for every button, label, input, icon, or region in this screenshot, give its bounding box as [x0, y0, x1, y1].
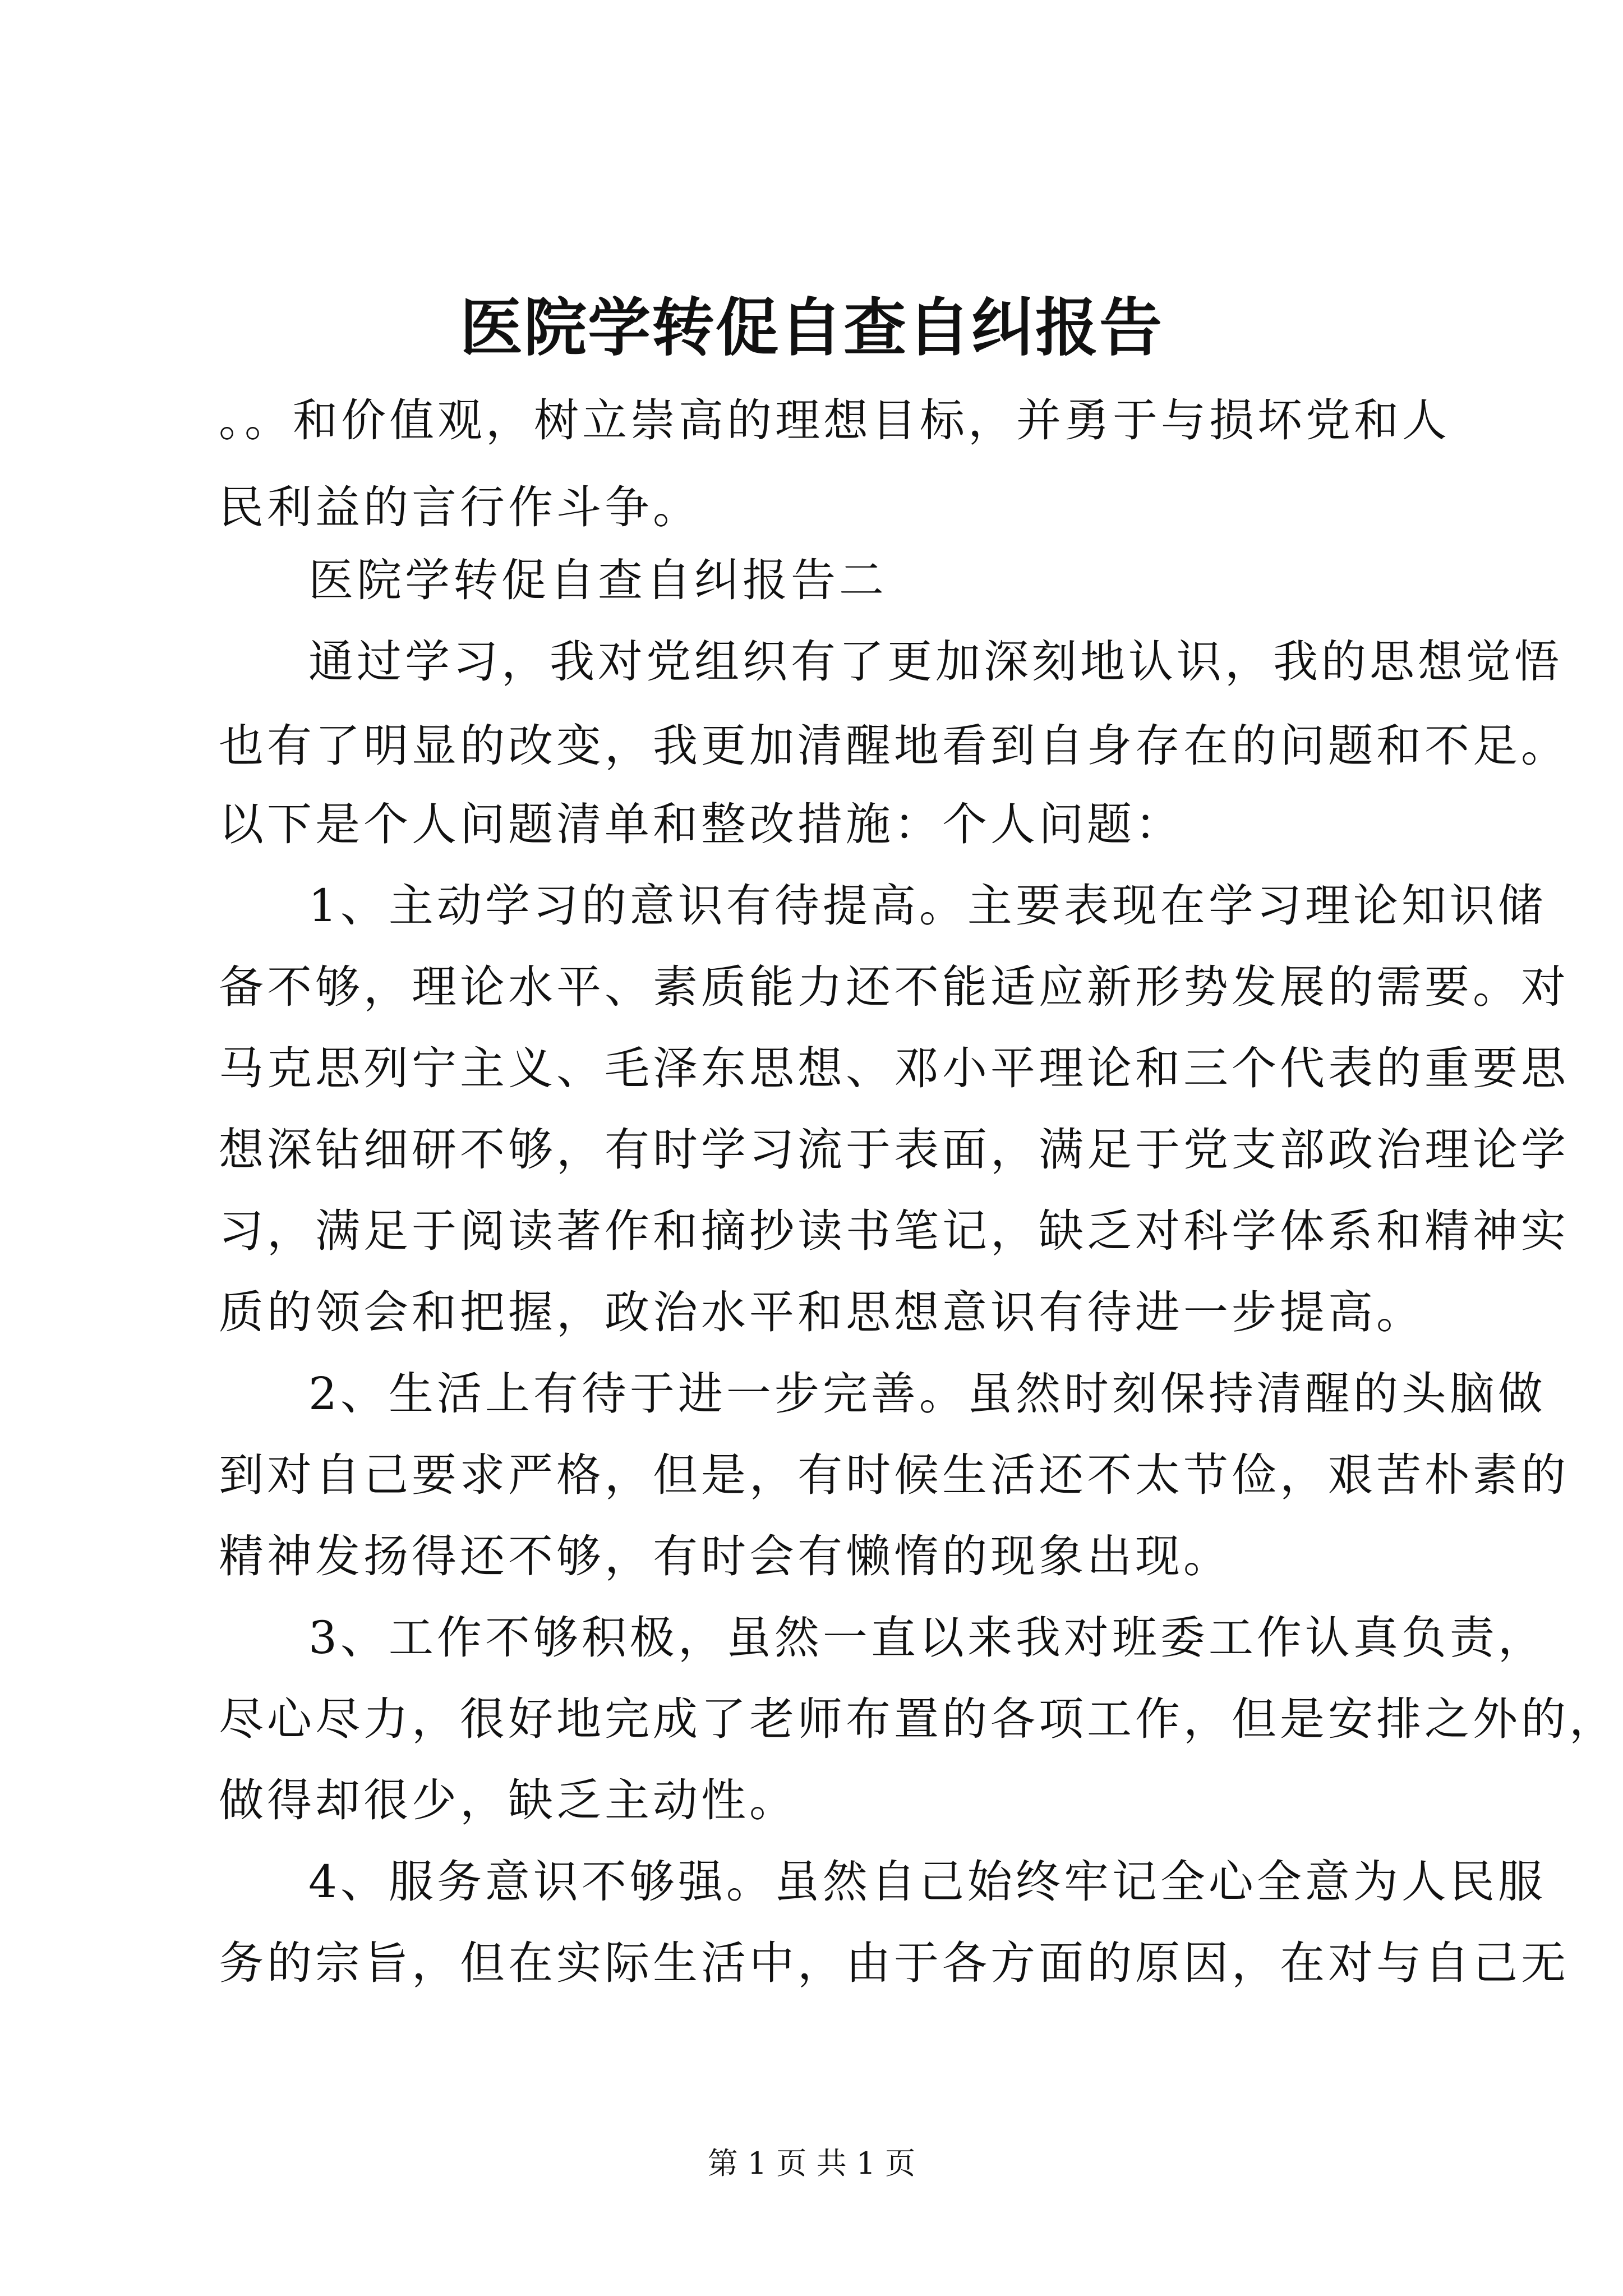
body-line: 4、服务意识不够强。虽然自己始终牢记全心全意为人民服	[308, 1856, 1546, 1908]
body-line: 3、工作不够积极，虽然一直以来我对班委工作认真负责，	[308, 1612, 1546, 1664]
page-number-footer: 第 1 页 共 1 页	[707, 2146, 916, 2181]
body-line: 务的宗旨，但在实际生活中，由于各方面的原因，在对与自己无	[219, 1937, 1569, 1989]
body-line: 马克思列宁主义、毛泽东思想、邓小平理论和三个代表的重要思	[219, 1042, 1569, 1094]
body-line: 也有了明显的改变，我更加清醒地看到自身存在的问题和不足。	[219, 720, 1569, 772]
body-line: 做得却很少，缺乏主动性。	[219, 1774, 797, 1826]
body-line: 2、生活上有待于进一步完善。虽然时刻保持清醒的头脑做	[308, 1368, 1546, 1420]
body-line: 尽心尽力，很好地完成了老师布置的各项工作，但是安排之外的，	[219, 1693, 1617, 1745]
body-line: 以下是个人问题清单和整改措施：个人问题：	[219, 798, 1183, 850]
section-heading: 医院学转促自查自纠报告二	[308, 554, 887, 606]
body-line: 1、主动学习的意识有待提高。主要表现在学习理论知识储	[308, 880, 1546, 932]
body-line: 想深钻细研不够，有时学习流于表面，满足于党支部政治理论学	[219, 1124, 1569, 1176]
body-line: 。。和价值观，树立崇高的理想目标，并勇于与损坏党和人	[219, 394, 1450, 447]
body-line: 精神发扬得还不够，有时会有懒惰的现象出现。	[219, 1530, 1232, 1582]
body-line: 质的领会和把握，政治水平和思想意识有待进一步提高。	[219, 1286, 1424, 1338]
body-line: 通过学习，我对党组织有了更加深刻地认识，我的思想觉悟	[308, 636, 1562, 688]
body-line: 民利益的言行作斗争。	[219, 481, 701, 533]
document-title: 医院学转促自查自纠报告	[460, 291, 1163, 365]
body-line: 到对自己要求严格，但是，有时候生活还不太节俭，艰苦朴素的	[219, 1449, 1569, 1501]
body-line: 备不够，理论水平、素质能力还不能适应新形势发展的需要。对	[219, 961, 1569, 1013]
body-line: 习，满足于阅读著作和摘抄读书笔记，缺乏对科学体系和精神实	[219, 1205, 1569, 1257]
